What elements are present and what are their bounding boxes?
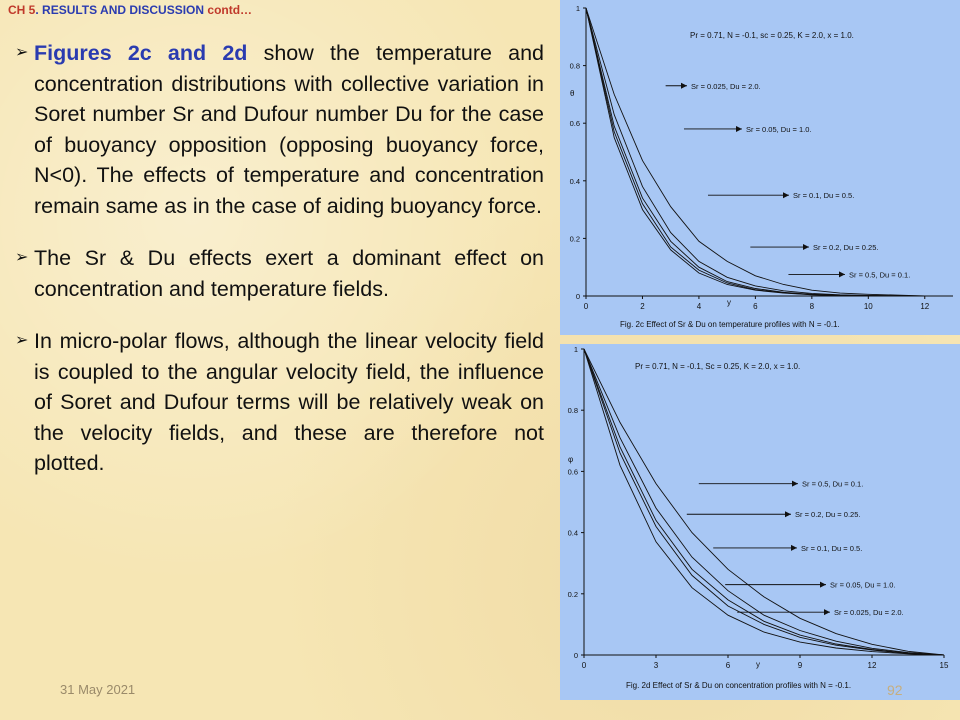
bullet-2 — [15, 243, 544, 304]
annotation-arrowhead — [820, 582, 826, 588]
bullet-arrow-icon: ➢ — [15, 249, 29, 266]
y-tick-label: 0.6 — [569, 119, 580, 129]
series-line — [586, 8, 925, 296]
y-tick-label: 0.4 — [569, 176, 580, 186]
y-tick-label: 0.2 — [569, 234, 580, 244]
page-number: 92 — [887, 682, 903, 698]
y-tick-label: 1 — [573, 345, 578, 354]
annotation-arrowhead — [736, 126, 742, 132]
annotation-label: Sr = 0.5, Du = 0.1. — [849, 270, 911, 280]
figure-2d — [560, 344, 960, 700]
x-tick-label: 0 — [583, 302, 589, 311]
annotation-label: Sr = 0.05, Du = 1.0. — [746, 124, 812, 134]
y-tick-label: 0.8 — [567, 406, 578, 416]
annotation-arrowhead — [785, 511, 791, 517]
body-text — [15, 38, 544, 501]
annotation-label: Sr = 0.05, Du = 1.0. — [830, 580, 896, 590]
annotation-label: Sr = 0.025, Du = 2.0. — [691, 81, 761, 91]
annotation-label: Sr = 0.1, Du = 0.5. — [801, 543, 863, 553]
annotation-label: Sr = 0.2, Du = 0.25. — [813, 243, 879, 253]
annotation-arrowhead — [681, 83, 687, 89]
y-tick-label: 0.6 — [567, 467, 578, 477]
x-tick-label: 3 — [653, 661, 659, 670]
x-tick-label: 9 — [797, 661, 803, 670]
chart-caption: Fig. 2d Effect of Sr & Du on concentration profiles with N = -0.1. — [626, 681, 852, 690]
y-tick-label: 0.2 — [567, 589, 578, 599]
figure-2c-chart — [560, 0, 960, 335]
bullet-3-text: In micro-polar flows, although the linear velocity field is coupled to the angular velocity field, the influence of Soret and Dufour terms will be relatively weak on the velocity fields, and these are therefore not plotted. — [34, 329, 544, 475]
figure-2c — [560, 0, 960, 335]
header-prefix: CH 5 — [8, 3, 36, 17]
x-tick-label: 12 — [920, 302, 930, 311]
header-title: RESULTS AND DISCUSSION — [42, 3, 205, 17]
annotation-arrowhead — [783, 192, 789, 198]
bullet-1-text: show the temperature and concentration distributions with collective variation in Soret number Sr and Dufour number Du for the case of buoyancy opposition (opposing buoyancy force, N<0). The effects of temperature and concentration remain same as in the case of aiding buoyancy force. — [34, 41, 544, 218]
bullet-arrow-icon: ➢ — [15, 44, 29, 61]
annotation-arrowhead — [824, 609, 830, 615]
bullet-1 — [15, 38, 544, 221]
bullet-3 — [15, 326, 544, 479]
x-tick-label: 6 — [725, 661, 731, 670]
x-tick-label: 2 — [640, 302, 645, 311]
x-axis-label: y — [727, 298, 731, 307]
x-tick-label: 6 — [753, 302, 758, 311]
x-tick-label: 12 — [867, 661, 877, 670]
annotation-arrowhead — [803, 244, 809, 250]
y-axis-label: φ — [568, 455, 574, 464]
x-tick-label: 0 — [581, 661, 587, 670]
header-dot: . — [35, 3, 39, 17]
x-axis-label: y — [756, 660, 760, 669]
figure-2d-chart — [560, 344, 960, 700]
bullet-arrow-icon: ➢ — [15, 332, 29, 349]
y-tick-label: 0.8 — [569, 61, 580, 71]
chart-caption: Fig. 2c Effect of Sr & Du on temperature profiles with N = -0.1. — [620, 320, 840, 329]
bullet-2-text: The Sr & Du effects exert a dominant effect on concentration and temperature fields. — [34, 246, 544, 301]
x-tick-label: 8 — [809, 302, 815, 311]
annotation-arrowhead — [839, 271, 845, 277]
header-suffix: contd… — [207, 3, 253, 17]
footer-date: 31 May 2021 — [60, 682, 136, 697]
x-tick-label: 15 — [939, 661, 949, 670]
annotation-arrowhead — [791, 545, 797, 551]
annotation-label: Sr = 0.025, Du = 2.0. — [834, 608, 904, 618]
chart-title: Pr = 0.71, N = -0.1, Sc = 0.25, K = 2.0, x = 1.0. — [635, 362, 801, 371]
annotation-label: Sr = 0.1, Du = 0.5. — [793, 191, 855, 201]
annotation-label: Sr = 0.2, Du = 0.25. — [795, 510, 861, 520]
x-tick-label: 4 — [696, 302, 702, 311]
y-tick-label: 0 — [575, 292, 580, 301]
chart-title: Pr = 0.71, N = -0.1, sc = 0.25, K = 2.0, x = 1.0. — [690, 31, 854, 40]
series-line — [586, 8, 925, 296]
slide-header — [8, 3, 252, 17]
annotation-label: Sr = 0.5, Du = 0.1. — [802, 479, 864, 489]
y-tick-label: 1 — [575, 4, 580, 13]
bullet-1-highlight: Figures 2c and 2d — [34, 41, 248, 65]
y-tick-label: 0 — [573, 651, 578, 660]
series-line — [586, 8, 925, 296]
y-tick-label: 0.4 — [567, 528, 578, 538]
series-line — [586, 8, 925, 296]
series-line — [586, 8, 925, 296]
x-tick-label: 10 — [863, 302, 873, 311]
annotation-arrowhead — [792, 481, 798, 487]
y-axis-label: θ — [570, 89, 575, 98]
